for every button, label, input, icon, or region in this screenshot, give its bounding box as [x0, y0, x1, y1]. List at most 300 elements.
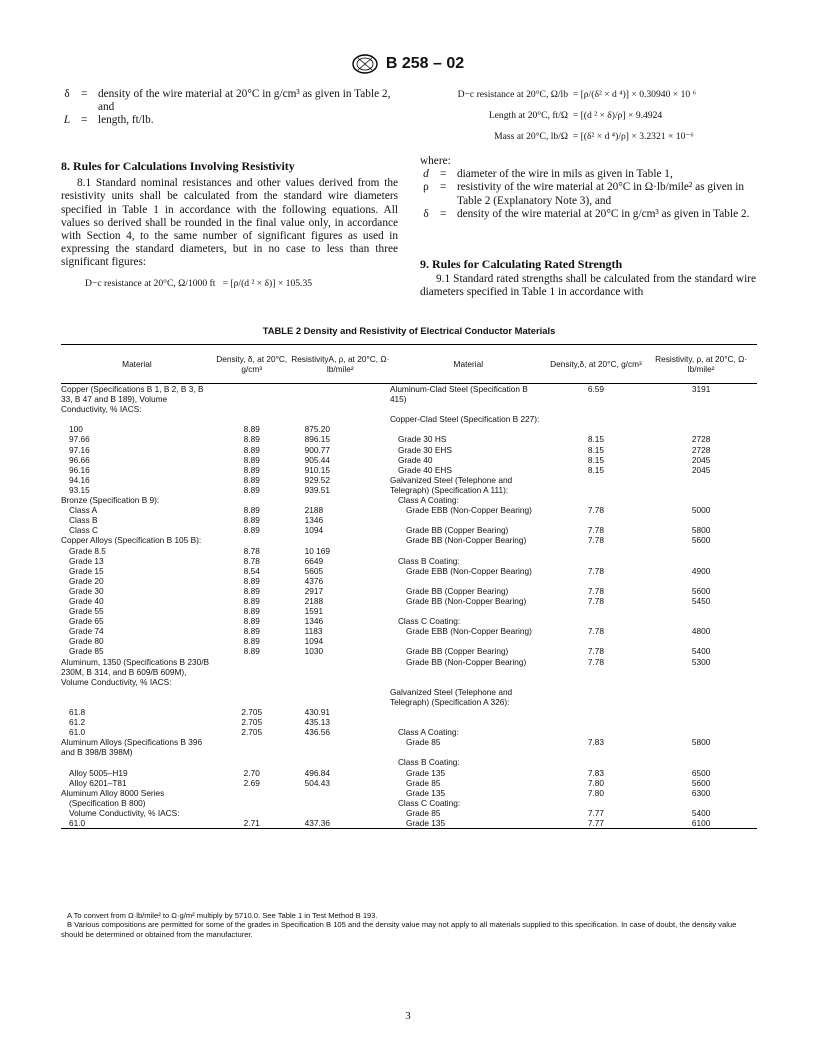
resistivity-cell: 6649: [304, 555, 324, 566]
material-cell: Grade 8.5: [69, 545, 106, 556]
table-row: [61, 576, 757, 586]
density-cell-2: 7.78: [587, 656, 605, 667]
material-cell-2: [390, 707, 547, 717]
material-cell: Class A: [69, 505, 98, 516]
material-cell: 61.0: [69, 727, 86, 738]
density-cell: [213, 687, 291, 707]
material-cell-2: [390, 515, 547, 525]
density-cell-2: [547, 717, 646, 727]
table-row: [61, 414, 757, 424]
table-row: [61, 616, 757, 626]
resistivity-cell-2: 6100: [691, 818, 711, 829]
material-cell-2: [390, 636, 547, 646]
material-cell: 96.16: [69, 464, 90, 475]
material-cell: 97.16: [69, 444, 90, 455]
equation-mass-per-ohm: Mass at 20°C, lb/Ω = [(δ² × d ⁴)/ρ] × 3.2321 × 10⁻⁶: [494, 131, 694, 142]
density-cell-2: [547, 687, 646, 707]
material-cell-2: Grade BB (Non-Copper Bearing): [405, 595, 527, 606]
resistivity-cell: 910.15: [304, 464, 331, 475]
resistivity-cell-2: [645, 414, 757, 424]
resistivity-cell-2: [645, 616, 757, 626]
resistivity-cell: [291, 737, 390, 757]
resistivity-cell: 1094: [304, 636, 324, 647]
definition-rho: ρ = resistivity of the wire material at 20°C in Ω·lb/mile² as given in Table 2 (Explanatory Note 3), and: [423, 181, 745, 207]
resistivity-cell-2: 6300: [691, 787, 711, 798]
density-cell: 2.705: [241, 727, 263, 738]
material-cell: 61.0: [69, 818, 86, 829]
material-cell: (Specification B 800): [69, 797, 146, 808]
material-cell-2: Grade BB (Copper Bearing): [405, 525, 509, 536]
resistivity-cell-2: 3191: [691, 384, 711, 394]
density-cell: 8.89: [243, 454, 260, 465]
material-cell-2: Grade EBB (Non-Copper Bearing): [405, 626, 532, 637]
density-cell-2: [547, 798, 646, 808]
material-cell: 61.2: [69, 717, 86, 728]
density-cell: [213, 384, 291, 415]
density-cell-2: 6.59: [587, 384, 605, 394]
material-cell: Aluminum Alloys (Specifications B 396 and B 398/B 398M): [61, 737, 203, 758]
material-cell: Volume Conductivity, % IACS:: [69, 807, 180, 818]
table-row: [61, 566, 757, 576]
table-row: [61, 727, 757, 737]
resistivity-cell: 4376: [304, 575, 324, 586]
resistivity-cell-2: [645, 485, 757, 495]
material-cell-2: Class C Coating:: [397, 616, 461, 627]
material-cell: Grade 30: [69, 585, 104, 596]
density-cell-2: [547, 757, 646, 767]
table-row: [61, 475, 757, 485]
resistivity-cell-2: 2728: [691, 434, 711, 445]
resistivity-cell-2: 5600: [691, 585, 711, 596]
density-cell: [213, 757, 291, 767]
material-cell-2: Grade BB (Copper Bearing): [405, 585, 509, 596]
density-cell-2: [547, 636, 646, 646]
density-cell: 2.69: [243, 777, 260, 788]
table-row: [61, 778, 757, 788]
resistivity-cell-2: 5600: [691, 535, 711, 546]
density-cell-2: [547, 556, 646, 566]
density-cell-2: 8.15: [587, 444, 605, 455]
resistivity-cell: [291, 535, 390, 545]
density-cell-2: [547, 485, 646, 495]
material-cell-2: Grade 85: [405, 777, 441, 788]
density-resistivity-table: [61, 344, 757, 829]
material-cell-2: Galvanized Steel (Telephone and: [389, 474, 513, 485]
section-9-paragraph: 9.1 Standard rated strengths shall be calculated from the standard wire diameters specified in Table 1 in accordance with: [420, 273, 756, 299]
resistivity-cell-2: 2045: [691, 454, 711, 465]
header-resistivity-2: Resistivity, ρ, at 20°C, Ω· lb/mile²: [655, 353, 748, 374]
right-definitions: [420, 155, 756, 221]
density-cell-2: 7.78: [587, 565, 605, 576]
resistivity-cell: [291, 808, 390, 818]
resistivity-cell: 900.77: [304, 444, 331, 455]
material-cell: 100: [69, 424, 83, 435]
resistivity-cell-2: 2045: [691, 464, 711, 475]
material-cell: Copper Alloys (Specification B 105 B):: [61, 535, 202, 546]
material-cell-2: Grade BB (Non-Copper Bearing): [405, 656, 527, 667]
density-cell-2: [547, 727, 646, 737]
material-cell: Grade 15: [69, 565, 104, 576]
resistivity-cell: 1094: [304, 525, 324, 536]
page-header: [0, 54, 816, 74]
resistivity-cell: 875.20: [304, 424, 331, 435]
resistivity-cell: 939.51: [304, 484, 331, 495]
material-cell-2: Grade 85: [405, 737, 441, 748]
resistivity-cell-2: [645, 424, 757, 434]
material-cell-2: Grade BB (Non-Copper Bearing): [405, 535, 527, 546]
resistivity-cell-2: [645, 546, 757, 556]
density-cell: 8.89: [243, 505, 260, 516]
section-8-paragraph: 8.1 Standard nominal resistances and other values derived from the resistivity units shall be calculated from the standard wire diameters specified in Table 1 in accordance with the following equations. All values so derived shall be rounded in the final value only, in accordance with Section 4, to the same number of significant figures as used in expressing the standard diameters, but in no case to less than three significant figures:: [61, 177, 398, 269]
density-cell: 8.89: [243, 424, 260, 435]
density-cell-2: 7.83: [587, 737, 605, 748]
material-cell: 97.66: [69, 434, 90, 445]
resistivity-cell-2: [645, 798, 757, 808]
standard-designation: B 258 – 02: [385, 55, 465, 72]
resistivity-cell: 1346: [304, 616, 324, 627]
material-cell: Class C: [69, 525, 99, 536]
table-title: TABLE 2 Density and Resistivity of Electrical Conductor Materials: [262, 325, 556, 336]
table-row: [61, 768, 757, 778]
density-cell: [213, 788, 291, 798]
resistivity-cell: 504.43: [304, 777, 331, 788]
material-cell: Alloy 6201–T81: [69, 777, 127, 788]
material-cell: Grade 65: [69, 616, 104, 627]
material-cell: Grade 20: [69, 575, 104, 586]
density-cell: 8.89: [243, 585, 260, 596]
material-cell-2: Grade 40: [397, 454, 433, 465]
table-row: [61, 515, 757, 525]
table-row: [61, 818, 757, 829]
density-cell: 8.54: [243, 565, 260, 576]
table-row: [61, 687, 757, 707]
density-cell: [213, 798, 291, 808]
resistivity-cell: 435.13: [304, 717, 331, 728]
table-header-row: [61, 345, 757, 384]
table-row: [61, 596, 757, 606]
resistivity-cell-2: [645, 606, 757, 616]
density-cell: 8.89: [243, 525, 260, 536]
definition-delta: δ = density of the wire material at 20°C in g/cm³ as given in Table 2, and: [64, 88, 391, 114]
density-cell-2: [547, 707, 646, 717]
resistivity-cell-2: 6500: [691, 767, 711, 778]
material-cell-2: [390, 546, 547, 556]
material-cell-2: Grade BB (Copper Bearing): [405, 646, 509, 657]
density-cell: [213, 495, 291, 505]
table-row: [61, 606, 757, 616]
material-cell-2: Grade EBB (Non-Copper Bearing): [405, 505, 532, 516]
material-cell-2: Aluminum-Clad Steel (Specification B 415): [389, 384, 528, 405]
density-cell-2: 7.80: [587, 787, 605, 798]
resistivity-cell-2: [645, 687, 757, 707]
table-footnotes: [61, 911, 757, 939]
section-8: [61, 160, 398, 290]
resistivity-cell-2: [645, 495, 757, 505]
resistivity-cell-2: 5400: [691, 646, 711, 657]
density-cell: 8.89: [243, 646, 260, 657]
density-cell-2: 7.78: [587, 585, 605, 596]
resistivity-cell: 2188: [304, 505, 324, 516]
table-row: [61, 757, 757, 767]
resistivity-cell: 437.36: [304, 818, 331, 829]
resistivity-cell-2: 5000: [691, 505, 711, 516]
header-density-2: Density,δ, at 20°C, g/cm³: [550, 358, 642, 369]
table-row: [61, 798, 757, 808]
section-9: [420, 258, 756, 300]
density-cell: 8.78: [243, 555, 260, 566]
resistivity-cell: 496.84: [304, 767, 331, 778]
density-cell-2: 7.78: [587, 595, 605, 606]
resistivity-cell: 436.56: [304, 727, 331, 738]
density-cell: [213, 808, 291, 818]
material-cell: Bronze (Specification B 9):: [61, 495, 160, 506]
density-cell-2: [547, 616, 646, 626]
resistivity-cell: [291, 414, 390, 424]
density-cell: 2.70: [243, 767, 260, 778]
material-cell-2: Class A Coating:: [397, 727, 459, 738]
resistivity-cell-2: 5800: [691, 737, 711, 748]
material-cell: Alloy 5005–H19: [69, 767, 128, 778]
table-row: [61, 546, 757, 556]
right-equations: [420, 89, 756, 152]
density-cell: 2.71: [243, 818, 260, 829]
resistivity-cell-2: [645, 515, 757, 525]
density-cell-2: 8.15: [587, 454, 605, 465]
table-row: [61, 535, 757, 545]
resistivity-cell: [291, 495, 390, 505]
density-cell: 8.78: [243, 545, 260, 556]
density-cell: 8.89: [243, 636, 260, 647]
resistivity-cell: [291, 657, 390, 687]
footnote-b: B Various compositions are permitted for some of the grades in Specification B 105 and the density value may not apply to all materials supplied to this specification. In case of doubt, the density value should be determined or obtained from the manufacturer.: [61, 920, 737, 939]
material-cell-2: [390, 606, 547, 616]
density-cell-2: 8.15: [587, 434, 605, 445]
definition-d: d = diameter of the wire in mils as given in Table 1,: [423, 168, 673, 181]
table-row: [61, 445, 757, 455]
table-row: [61, 717, 757, 727]
material-cell: 94.16: [69, 474, 90, 485]
resistivity-cell: 1591: [304, 606, 324, 617]
density-cell: [213, 535, 291, 545]
resistivity-cell: 1030: [304, 646, 324, 657]
table-row: [61, 505, 757, 515]
resistivity-cell: 2917: [304, 585, 324, 596]
resistivity-cell-2: 4900: [691, 565, 711, 576]
material-cell: Grade 55: [69, 606, 104, 617]
density-cell-2: 7.77: [587, 818, 605, 829]
table-row: [61, 626, 757, 636]
table-row: [61, 434, 757, 444]
table-body: [61, 384, 757, 829]
table-row: [61, 808, 757, 818]
table-row: [61, 788, 757, 798]
table-row: [61, 424, 757, 434]
material-cell-2: Class B Coating:: [397, 555, 460, 566]
material-cell: Copper (Specifications B 1, B 2, B 3, B 33, B 47 and B 189), Volume Conductivity, % IACS:: [61, 384, 204, 415]
material-cell-2: Grade 85: [405, 807, 441, 818]
density-cell-2: 7.83: [587, 767, 605, 778]
table-row: [61, 485, 757, 495]
material-cell-2: Class C Coating:: [397, 797, 461, 808]
density-cell: 8.89: [243, 595, 260, 606]
density-cell-2: 7.78: [587, 646, 605, 657]
resistivity-cell-2: 5400: [691, 807, 711, 818]
material-cell-2: Class B Coating:: [397, 757, 460, 768]
resistivity-cell-2: 5600: [691, 777, 711, 788]
material-cell: Grade 40: [69, 595, 104, 606]
resistivity-cell: 430.91: [304, 707, 331, 717]
where-label: where:: [420, 155, 451, 167]
material-cell: 96.66: [69, 454, 90, 465]
density-cell: 8.89: [243, 474, 260, 485]
material-cell-2: [390, 424, 547, 434]
resistivity-cell: [291, 384, 390, 415]
resistivity-cell-2: 5800: [691, 525, 711, 536]
resistivity-cell-2: [645, 717, 757, 727]
resistivity-cell: 1346: [304, 515, 324, 526]
material-cell-2: Galvanized Steel (Telephone and Telegraph) (Specification A 326):: [389, 686, 513, 707]
density-cell: 8.89: [243, 434, 260, 445]
footnote-a: A To convert from Ω·lb/mile² to Ω·g/m² multiply by 5710.0. See Table 1 in Test Method B 193.: [67, 911, 378, 920]
density-cell-2: [547, 475, 646, 485]
material-cell: [61, 687, 213, 707]
material-cell: Grade 74: [69, 626, 104, 637]
resistivity-cell-2: [645, 727, 757, 737]
density-cell-2: [547, 515, 646, 525]
equation-resistance-per-1000ft: D−c resistance at 20°C, Ω/1000 ft = [ρ/(d ² × δ)] × 105.35: [85, 277, 313, 289]
material-cell-2: Grade 135: [405, 818, 446, 829]
material-cell-2: Class A Coating:: [397, 495, 459, 506]
material-cell: Aluminum, 1350 (Specifications B 230/B 230M, B 314, and B 609/B 609M), Volume Conductivity, % IACS:: [61, 656, 210, 687]
density-cell: 8.89: [243, 444, 260, 455]
table-row: [61, 495, 757, 505]
density-cell-2: [547, 546, 646, 556]
density-cell-2: [547, 414, 646, 424]
resistivity-cell: [291, 798, 390, 808]
resistivity-cell-2: [645, 757, 757, 767]
table-row: [61, 556, 757, 566]
material-cell-2: Grade EBB (Non-Copper Bearing): [405, 565, 532, 576]
header-resistivity: ResistivityA, ρ, at 20°C, Ω· lb/mile²: [291, 353, 390, 374]
material-cell-2: Grade 30 HS: [397, 434, 447, 445]
density-cell-2: [547, 495, 646, 505]
density-cell: [213, 414, 291, 424]
resistivity-cell: 5605: [304, 565, 324, 576]
material-cell-2: Copper-Clad Steel (Specification B 227):: [389, 414, 540, 425]
resistivity-cell-2: 5300: [691, 656, 711, 667]
density-cell: 8.89: [243, 515, 260, 526]
density-cell-2: 7.77: [587, 807, 605, 818]
material-cell-2: Telegraph) (Specification A 111):: [389, 484, 509, 495]
resistivity-cell: 905.44: [304, 454, 331, 465]
table-row: [61, 586, 757, 596]
density-cell: 8.89: [243, 484, 260, 495]
density-cell: [213, 657, 291, 687]
definition-length: L = length, ft/lb.: [63, 114, 154, 127]
material-cell: Class B: [69, 515, 98, 526]
resistivity-cell-2: [645, 475, 757, 485]
density-cell: 8.89: [243, 606, 260, 617]
table-row: [61, 646, 757, 656]
table-row: [61, 525, 757, 535]
resistivity-cell: [291, 687, 390, 707]
material-cell: Grade 13: [69, 555, 104, 566]
table-row: [61, 657, 757, 687]
density-cell-2: 7.80: [587, 777, 605, 788]
table-row: [61, 455, 757, 465]
density-cell: 8.89: [243, 626, 260, 637]
material-cell: [61, 757, 213, 767]
density-cell-2: [547, 576, 646, 586]
resistivity-cell-2: [645, 556, 757, 566]
resistivity-cell-2: 5450: [691, 595, 711, 606]
resistivity-cell-2: 4800: [691, 626, 711, 637]
material-cell-2: Grade 40 EHS: [397, 464, 452, 475]
resistivity-cell-2: [645, 636, 757, 646]
density-cell-2: 7.78: [587, 535, 605, 546]
density-cell-2: 7.78: [587, 505, 605, 516]
resistivity-cell: 896.15: [304, 434, 331, 445]
page-number: 3: [405, 1010, 411, 1022]
header-density: Density, δ, at 20°C, g/cm³: [216, 353, 288, 374]
material-cell-2: Grade 135: [405, 787, 446, 798]
resistivity-cell-2: 2728: [691, 444, 711, 455]
density-cell: [213, 737, 291, 757]
density-cell-2: [547, 424, 646, 434]
table-row: [61, 707, 757, 717]
table-row: [61, 636, 757, 646]
density-cell: 8.89: [243, 575, 260, 586]
resistivity-cell: 929.52: [304, 474, 331, 485]
astm-logo-icon: [352, 54, 378, 74]
equation-length-per-ohm: Length at 20°C, ft/Ω = [(d ² × δ)/ρ] × 9.4924: [488, 110, 663, 121]
density-cell-2: 7.78: [587, 626, 605, 637]
section-9-heading: 9. Rules for Calculating Rated Strength: [420, 257, 623, 271]
material-cell: Grade 80: [69, 636, 104, 647]
material-cell: 61.8: [69, 707, 86, 717]
density-cell: 2.705: [241, 717, 263, 728]
header-material: Material: [122, 358, 152, 369]
resistivity-cell: 1183: [304, 626, 323, 637]
definition-delta-right: δ = density of the wire material at 20°C in g/cm³ as given in Table 2.: [423, 207, 750, 220]
material-cell: Aluminum Alloy 8000 Series: [61, 787, 165, 798]
resistivity-cell-2: [645, 707, 757, 717]
material-cell: [61, 414, 213, 424]
material-cell-2: [390, 717, 547, 727]
resistivity-cell: 2188: [304, 595, 324, 606]
table-row: [61, 465, 757, 475]
density-cell: 8.89: [243, 616, 260, 627]
equation-resistance-per-lb: D−c resistance at 20°C, Ω/lb = [ρ/(δ² × d ⁴)] × 0.30940 × 10 ⁶: [457, 89, 696, 100]
density-cell-2: 8.15: [587, 464, 605, 475]
section-8-heading: 8. Rules for Calculations Involving Resistivity: [61, 159, 295, 173]
density-cell: 2.705: [241, 707, 263, 717]
table-row: [61, 384, 757, 415]
density-cell-2: 7.78: [587, 525, 605, 536]
resistivity-cell: [291, 788, 390, 798]
material-cell: Grade 85: [69, 646, 104, 657]
material-cell-2: Grade 135: [405, 767, 446, 778]
material-cell-2: Grade 30 EHS: [397, 444, 452, 455]
resistivity-cell: [291, 757, 390, 767]
table-row: [61, 737, 757, 757]
material-cell-2: [390, 576, 547, 586]
header-material-2: Material: [453, 358, 484, 369]
resistivity-cell-2: [645, 576, 757, 586]
resistivity-cell: 10 169: [304, 545, 331, 556]
density-cell: 8.89: [243, 464, 260, 475]
material-cell: 93.15: [69, 484, 90, 495]
